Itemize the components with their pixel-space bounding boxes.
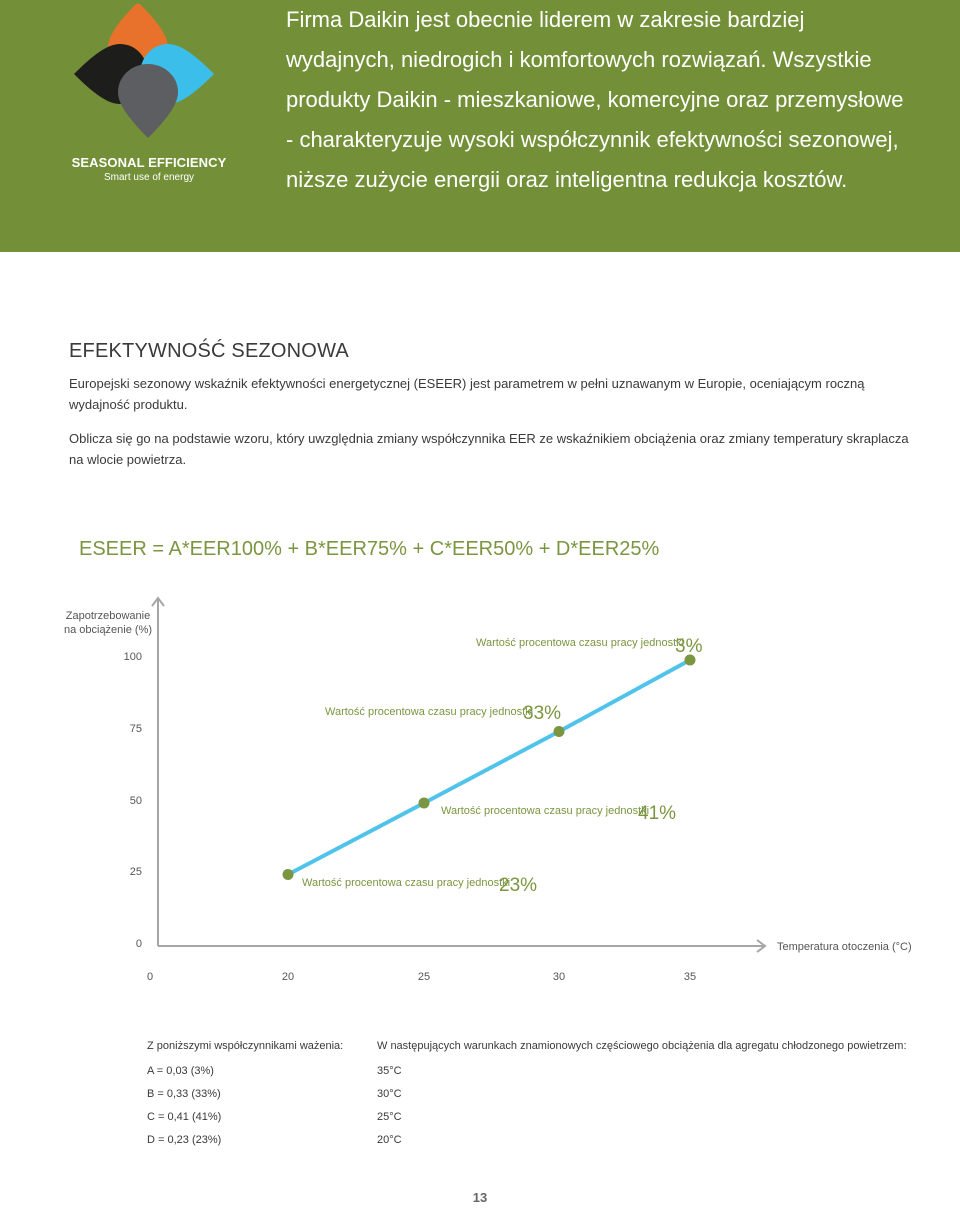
- x-tick-label: 0: [146, 971, 154, 983]
- y-tick-label: 75: [129, 723, 142, 735]
- hero-line: - charakteryzuje wysoki współczynnik efektywności sezonowej,: [286, 127, 899, 152]
- hero-line: niższe zużycie energii oraz inteligentna redukcja kosztów.: [286, 167, 848, 192]
- weight-item: C = 0,41 (41%): [147, 1111, 222, 1123]
- eseer-formula: ESEER = A*EER100% + B*EER75% + C*EER50% + D*EER25%: [79, 538, 660, 560]
- rating-conditions: [377, 1040, 907, 1157]
- data-point-percent: 41%: [638, 803, 677, 824]
- hero-text: [286, 0, 946, 200]
- page-number: 13: [472, 1190, 488, 1205]
- four-leaf-icon: [72, 4, 222, 154]
- hero-banner: [0, 0, 960, 252]
- y-tick-label: 0: [135, 938, 142, 950]
- y-tick-label: 50: [129, 795, 142, 807]
- condition-item: 30°C: [377, 1088, 402, 1100]
- data-point-percent: 3%: [675, 636, 703, 657]
- data-point-label: Wartość procentowa czasu pracy jednostki: [325, 706, 534, 718]
- condition-item: 35°C: [377, 1065, 402, 1077]
- data-point-label: Wartość procentowa czasu pracy jednostki: [302, 877, 511, 889]
- data-point-percent: 23%: [499, 875, 538, 896]
- data-point-percent: 33%: [523, 703, 562, 724]
- x-tick-label: 35: [683, 971, 697, 983]
- weights-title: Z poniższymi współczynnikami ważenia:: [147, 1040, 344, 1052]
- x-tick-label: 20: [281, 971, 295, 983]
- weight-item: D = 0,23 (23%): [147, 1134, 222, 1146]
- logo-subtitle: Smart use of energy: [103, 172, 195, 183]
- y-axis-label: Zapotrzebowanie na obciążenie (%): [63, 610, 153, 636]
- data-point: [419, 798, 430, 809]
- hero-line: wydajnych, niedrogich i komfortowych rozwiązań. Wszystkie: [286, 47, 872, 72]
- condition-item: 20°C: [377, 1134, 402, 1146]
- hero-line: produkty Daikin - mieszkaniowe, komercyjne oraz przemysłowe: [286, 87, 904, 112]
- y-tick-label: 25: [129, 866, 142, 878]
- conditions-title: W następujących warunkach znamionowych częściowego obciążenia dla agregatu chłodzonego powietrzem:: [377, 1040, 907, 1052]
- data-point: [554, 726, 565, 737]
- condition-item: 25°C: [377, 1111, 402, 1123]
- paragraph-eseer-definition: Europejski sezonowy wskaźnik efektywności energetycznej (ESEER) jest parametrem w pełni uznawanym w Europie, oceniającym roczną wydajność produktu.: [69, 376, 865, 412]
- data-point: [283, 869, 294, 880]
- load-temperature-chart: [0, 585, 960, 995]
- weighting-coefficients: [147, 1040, 343, 1157]
- x-tick-label: 30: [552, 971, 566, 983]
- weight-item: A = 0,03 (3%): [147, 1065, 214, 1077]
- logo-title: SEASONAL EFFICIENCY: [71, 155, 227, 170]
- section-title: EFEKTYWNOŚĆ SEZONOWA: [69, 340, 349, 362]
- seasonal-efficiency-logo: [62, 0, 232, 190]
- hero-line: Firma Daikin jest obecnie liderem w zakresie bardziej: [286, 7, 805, 32]
- data-point-label: Wartość procentowa czasu pracy jednostki: [441, 805, 650, 817]
- x-axis-label: Temperatura otoczenia (°C): [777, 941, 912, 953]
- paragraph-eseer-calculation: Oblicza się go na podstawie wzoru, który uwzględnia zmiany współczynnika EER ze wskaźnikiem obciążenia oraz zmiany temperatury skraplacza na wlocie powietrza.: [69, 431, 909, 467]
- y-tick-label: 100: [123, 651, 142, 663]
- data-point-label: Wartość procentowa czasu pracy jednostki: [476, 637, 685, 649]
- weight-item: B = 0,33 (33%): [147, 1088, 221, 1100]
- x-tick-label: 25: [417, 971, 431, 983]
- series-line: [288, 660, 690, 875]
